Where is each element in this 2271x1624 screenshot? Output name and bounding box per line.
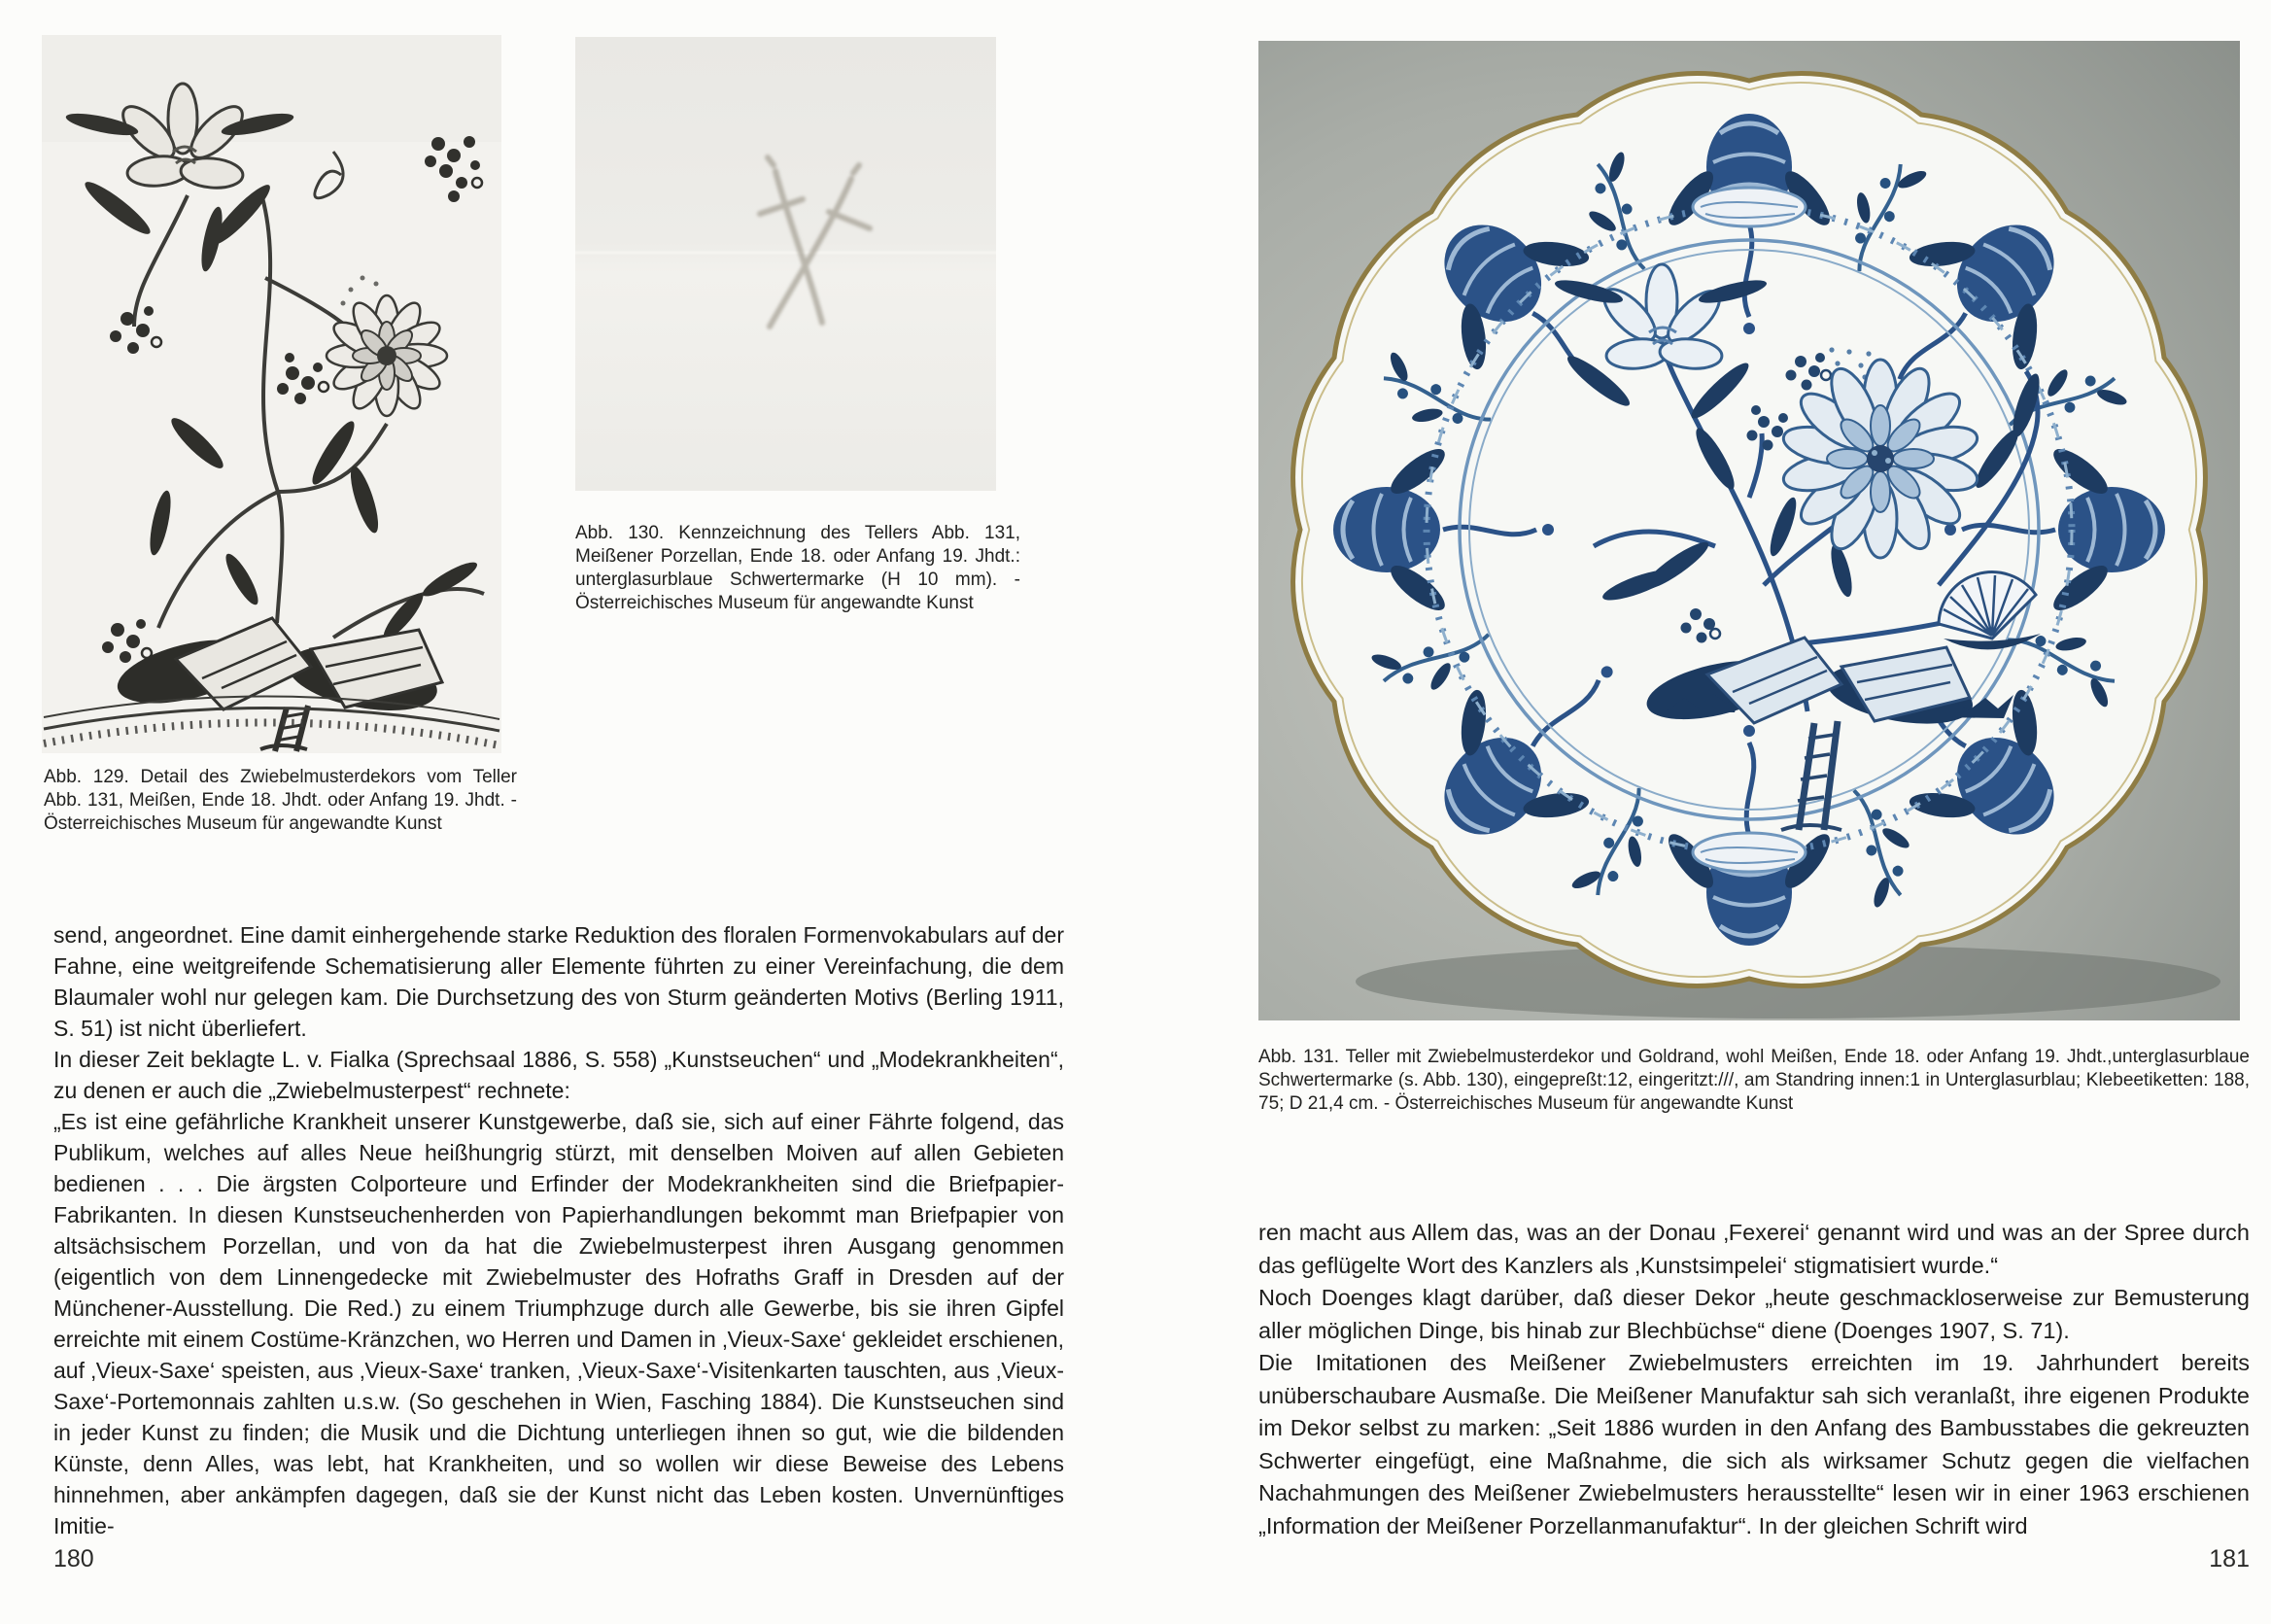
left-page-body-text <box>53 919 1064 1541</box>
body-paragraph: In dieser Zeit beklagte L. v. Fialka (Sprechsaal 1886, S. 558) „Kunstseuchen“ und „Modekrankheiten“, zu denen er auch die „Zwiebelmusterpest“ rechnete: <box>53 1047 1064 1103</box>
body-paragraph: Die Imitationen des Meißener Zwiebelmusters erreichten im 19. Jahrhundert bereits unüberschaubare Ausmaße. Die Meißener Manufaktur sah sich veranlaßt, ihre eigenen Produkte im Dekor selbst zu marken: „Seit 1886 wurden in den Anfang des Bambusstabes die gekreuzten Schwerter eingefügt, eine Maßnahme, die sich als wirksamer Schutz gegen die vielfachen Nachahmungen des Meißener Zwiebelmusters herausstellte“ lesen wir in einer 1963 erschienen „Information der Meißener Porzellanmanufaktur“. In der gleichen Schrift wird <box>1258 1350 2250 1538</box>
page-number-181: 181 <box>2209 1545 2250 1572</box>
body-paragraph: „Es ist eine gefährliche Krankheit unserer Kunstgewerbe, daß sie, sich auf einer Fährte folgend, das Publikum, welches auf alles Neue heißhungrig stürzt, mit denselben Moiven auf allen Gebieten bedienen . . . Die ärgsten Colporteure und Erfinder der Modekrankheiten sind die Briefpapier-Fabrikanten. In diesen Kunstseuchenherden von Papierhandlungen bekommt man Briefpapier von altsächsischem Porzellan, und von da hat die Zwiebelmusterpest ihren Ausgang genommen (eigentlich von dem Linnengedecke mit Zwiebelmuster des Hofraths Graff in Dresden auf der Münchener-Ausstellung. Die Red.) zu einem Triumphzuge durch alle Gewerbe, bis sie ihren Gipfel erreichte mit einem Costüme-Kränzchen, wo Herren und Damen in ‚Vieux-Saxe‘ gekleidet erschienen, auf ‚Vieux-Saxe‘ speisten, aus ‚Vieux-Saxe‘ tranken, ‚Vieux-Saxe‘-Visitenkarten tauschten, aus ‚Vieux-Saxe‘-Portemonnais zahlten u.s.w. (So geschehen in Wien, Fasching 1884). Die Kunstseuchen sind in jeder Kunst zu finden; die Musik und die Dichtung unterliegen ihnen so gut, wie die bildenden Künste, denn Alles, was lebt, hat Krankheiten, und so wollen wir diese Beweise des Lebens hinnehmen, aber ankämpfen dagegen, daß sie der Kunst nicht das Leben kosten. Unvernünftiges Imitie- <box>53 1109 1064 1538</box>
page-number-180: 180 <box>53 1545 94 1572</box>
figure-abb131-photo <box>1258 41 2240 1020</box>
figure-abb130-caption: Abb. 130. Kennzeichnung des Tellers Abb. 131, Meißener Porzellan, Ende 18. oder Anfang 19. Jhdt.: unterglasurblaue Schwertermarke (H 10 mm). - Österreichisches Museum für angewandte Kunst <box>575 523 1020 613</box>
right-page-body-text <box>1258 1217 2250 1542</box>
body-paragraph: send, angeordnet. Eine damit einhergehende starke Reduktion des floralen Formenvokabulars auf der Fahne, eine weitgreifende Schematisierung aller Elemente führten zu einer Vereinfachung, die dem Blaumaler wohl nur gelegen kam. Die Durchsetzung des von Sturm geänderten Motivs (Berling 1911, S. 51) ist nicht überliefert. <box>53 922 1064 1041</box>
figure-abb129-caption: Abb. 129. Detail des Zwiebelmusterdekors vom Teller Abb. 131, Meißen, Ende 18. Jhdt. oder Anfang 19. Jhdt. - Österreichisches Museum für angewandte Kunst <box>44 767 517 834</box>
body-paragraph: Noch Doenges klagt darüber, daß dieser Dekor „heute geschmackloserweise zur Bemusterung aller möglichen Dinge, bis hinab zur Blechbüchse“ diene (Doenges 1907, S. 71). <box>1258 1285 2250 1343</box>
crossed-swords-mark-photo <box>575 37 996 491</box>
body-paragraph: ren macht aus Allem das, was an der Donau ‚Fexerei‘ genannt wird und was an der Spree durch das geflügelte Wort des Kanzlers als ‚Kunstsimpelei‘ stigmatisiert wurde.“ <box>1258 1220 2250 1278</box>
figure-abb130-photo <box>575 37 996 491</box>
onion-pattern-plate-photo <box>1258 41 2240 1020</box>
figure-abb131-caption: Abb. 131. Teller mit Zwiebelmusterdekor und Goldrand, wohl Meißen, Ende 18. oder Anfang 19. Jhdt.,unterglasurblaue Schwertermarke (s. Abb. 130), eingepreßt:12, eingeritzt:///, am Standring innen:1 in Unterglasurblau; Klebeetiketten: 188, 75; D 21,4 cm. - Österreichisches Museum für angewandte Kunst <box>1258 1047 2250 1114</box>
figure-abb129-photo <box>42 35 501 753</box>
onion-pattern-detail-illustration <box>42 35 501 753</box>
